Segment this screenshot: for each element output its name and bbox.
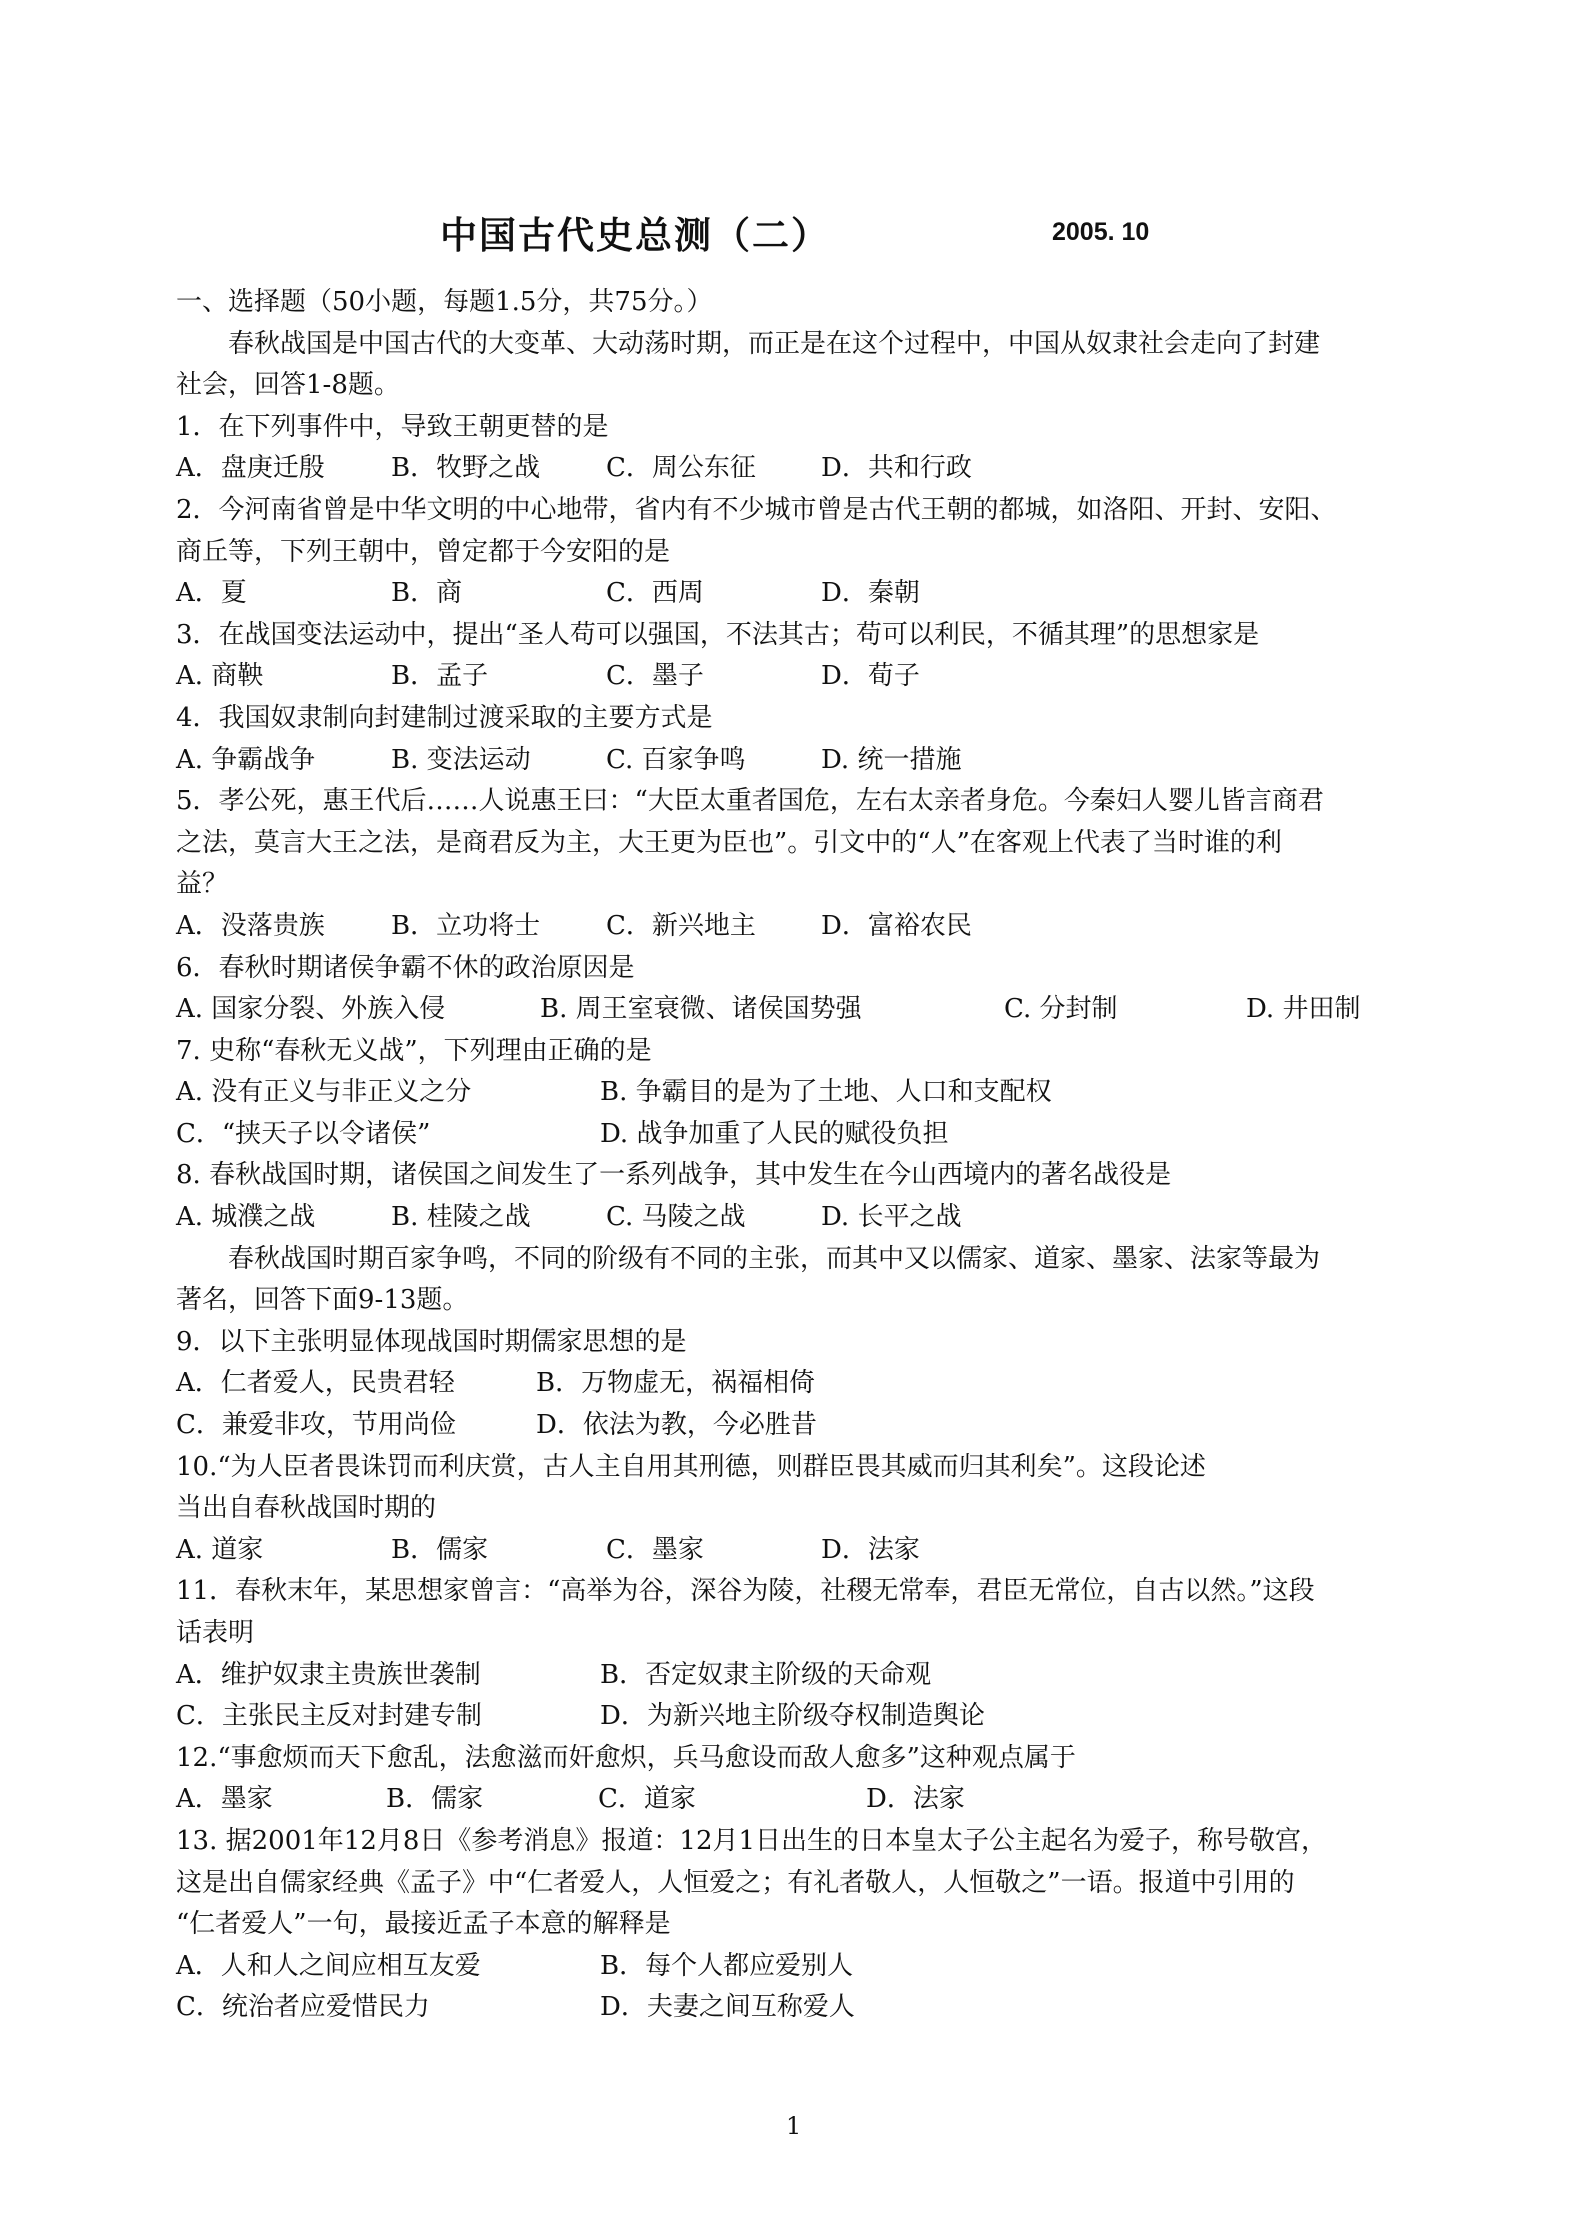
question-stem: 2．今河南省曾是中华文明的中心地带，省内有不少城市曾是古代王朝的都城，如洛阳、开封、安阳、 — [176, 494, 1337, 525]
question-stem: 8. 春秋战国时期，诸侯国之间发生了一系列战争，其中发生在今山西境内的著名战役是 — [176, 1160, 1172, 1191]
option-c: C．墨家 — [606, 1534, 704, 1565]
question-options — [176, 1072, 1416, 1114]
option-d: D. 井田制 — [1246, 994, 1361, 1025]
question-7 — [176, 1031, 1416, 1156]
question-2 — [176, 490, 1416, 615]
option-d: D. 统一措施 — [821, 744, 962, 775]
option-b: B. 周王室衰微、诸侯国势强 — [540, 994, 862, 1025]
question-stem: 11．春秋末年，某思想家曾言：“高举为谷，深谷为陵，社稷无常奉，君臣无常位，自古以然。”这段 — [176, 1576, 1315, 1607]
page-title: 中国古代史总测（二） — [440, 213, 830, 257]
option-a: A. 争霸战争 — [176, 744, 316, 775]
question-12 — [176, 1738, 1416, 1821]
question-options — [176, 573, 1416, 615]
option-b: B．万物虚无，祸福相倚 — [536, 1368, 816, 1399]
question-stem: 益？ — [176, 869, 229, 900]
question-options — [176, 1114, 1416, 1156]
option-b: B. 争霸目的是为了土地、人口和支配权 — [600, 1077, 1052, 1108]
question-options — [176, 906, 1416, 948]
question-options — [176, 989, 1416, 1031]
option-c: C. 马陵之战 — [606, 1202, 746, 1233]
option-b: B. 变法运动 — [391, 744, 531, 775]
option-a: A. 城濮之战 — [176, 1202, 316, 1233]
intro-line: 春秋战国是中国古代的大变革、大动荡时期，而正是在这个过程中，中国从奴隶社会走向了封建 — [228, 328, 1321, 359]
question-options — [176, 448, 1416, 490]
option-c: C．周公东征 — [606, 453, 756, 484]
question-stem: 9．以下主张明显体现战国时期儒家思想的是 — [176, 1326, 687, 1357]
question-13 — [176, 1821, 1416, 2029]
question-options — [176, 1197, 1416, 1239]
option-b: B．孟子 — [391, 661, 489, 692]
question-options — [176, 1946, 1416, 1988]
option-d: D. 战争加重了人民的赋役负担 — [600, 1118, 949, 1149]
exam-content — [176, 282, 1416, 2029]
question-4 — [176, 698, 1416, 781]
question-stem: 当出自春秋战国时期的 — [176, 1493, 437, 1524]
option-b: B．商 — [391, 578, 463, 609]
option-a: A．没落贵族 — [176, 910, 325, 941]
intro-line: 社会，回答1-8题。 — [176, 370, 400, 401]
option-b: B. 桂陵之战 — [391, 1202, 531, 1233]
question-3 — [176, 615, 1416, 698]
question-options — [176, 1405, 1416, 1447]
option-b: B．儒家 — [391, 1534, 489, 1565]
question-options — [176, 1530, 1416, 1572]
option-c: C．西周 — [606, 578, 704, 609]
intro-line: 春秋战国时期百家争鸣，不同的阶级有不同的主张，而其中又以儒家、道家、墨家、法家等最为 — [228, 1243, 1321, 1274]
option-b: B．否定奴隶主阶级的天命观 — [600, 1659, 932, 1690]
option-b: B．每个人都应爱别人 — [600, 1950, 854, 1981]
option-c: C. 百家争鸣 — [606, 744, 746, 775]
option-a: A. 没有正义与非正义之分 — [176, 1077, 472, 1108]
option-c: C．墨子 — [606, 661, 704, 692]
question-stem: 话表明 — [176, 1618, 255, 1648]
question-stem: 4．我国奴隶制向封建制过渡采取的主要方式是 — [176, 702, 713, 733]
question-9 — [176, 1322, 1416, 1447]
question-stem: 之法，莫言大王之法，是商君反为主，大王更为臣也”。引文中的“人”在客观上代表了当时谁的利 — [176, 827, 1282, 858]
option-c: C．统治者应爱惜民力 — [176, 1992, 430, 2023]
option-d: D．依法为教，今必胜昔 — [536, 1410, 817, 1441]
option-a: A．维护奴隶主贵族世袭制 — [176, 1659, 481, 1690]
question-options — [176, 740, 1416, 782]
option-d: D．富裕农民 — [821, 910, 972, 941]
option-d: D．秦朝 — [821, 578, 920, 609]
question-options — [176, 656, 1416, 698]
question-1 — [176, 407, 1416, 490]
question-options — [176, 1696, 1416, 1738]
question-5 — [176, 781, 1416, 947]
option-d: D．为新兴地主阶级夺权制造舆论 — [600, 1701, 985, 1732]
option-a: A．盘庚迁殷 — [176, 453, 325, 484]
question-stem: 商丘等，下列王朝中，曾定都于今安阳的是 — [176, 536, 671, 567]
option-a: A．墨家 — [176, 1784, 273, 1815]
question-stem: 13. 据2001年12月8日《参考消息》报道：12月1日出生的日本皇太子公主起名为爱子，称号敬宫， — [176, 1825, 1328, 1856]
option-a: A．仁者爱人，民贵君轻 — [176, 1368, 455, 1399]
question-options — [176, 1655, 1416, 1697]
question-stem: “仁者爱人”一句，最接近孟子本意的解释是 — [176, 1909, 671, 1940]
intro-passage-2 — [176, 1239, 1416, 1322]
question-11 — [176, 1571, 1416, 1737]
question-6 — [176, 948, 1416, 1031]
option-a: A．人和人之间应相互友爱 — [176, 1950, 481, 1981]
intro-passage-1 — [176, 324, 1416, 407]
option-c: C．道家 — [598, 1784, 696, 1815]
question-stem: 5．孝公死，惠王代后……人说惠王曰：“大臣太重者国危，左右太亲者身危。今秦妇人婴儿皆言商君 — [176, 786, 1324, 817]
option-c: C．兼爱非攻，节用尚俭 — [176, 1410, 456, 1441]
option-a: A. 商鞅 — [176, 661, 264, 692]
exam-date: 2005. 10 — [1052, 218, 1150, 246]
option-d: D．荀子 — [821, 661, 920, 692]
question-stem: 12.“事愈烦而天下愈乱，法愈滋而奸愈炽，兵马愈设而敌人愈多”这种观点属于 — [176, 1742, 1076, 1773]
option-c: C. 分封制 — [1004, 994, 1118, 1025]
question-options — [176, 1987, 1416, 2029]
option-d: D．夫妻之间互称爱人 — [600, 1992, 855, 2023]
question-stem: 10.“为人臣者畏诛罚而利庆赏，古人主自用其刑德，则群臣畏其威而归其利矣”。这段论述 — [176, 1451, 1206, 1482]
option-a: A. 道家 — [176, 1534, 264, 1565]
question-options — [176, 1779, 1416, 1821]
section-heading: 一、选择题（50小题，每题1.5分，共75分。） — [176, 287, 713, 317]
option-b: B．儒家 — [386, 1784, 484, 1815]
question-options — [176, 1363, 1416, 1405]
page-number: 1 — [786, 2112, 802, 2140]
option-c: C．新兴地主 — [606, 910, 756, 941]
option-d: D. 长平之战 — [821, 1202, 962, 1233]
question-stem: 3．在战国变法运动中，提出“圣人苟可以强国，不法其古；苟可以利民，不循其理”的思想家是 — [176, 619, 1260, 650]
question-stem: 7. 史称“春秋无义战”，下列理由正确的是 — [176, 1035, 652, 1066]
option-c: C．“挟天子以令诸侯” — [176, 1118, 431, 1149]
question-stem: 这是出自儒家经典《孟子》中“仁者爱人，人恒爱之；有礼者敬人，人恒敬之”一语。报道中引用的 — [176, 1867, 1295, 1898]
option-d: D．法家 — [866, 1784, 965, 1815]
question-stem: 6．春秋时期诸侯争霸不休的政治原因是 — [176, 952, 635, 983]
option-d: D．共和行政 — [821, 453, 972, 484]
option-b: B．立功将士 — [391, 910, 541, 941]
question-8 — [176, 1155, 1416, 1238]
option-d: D．法家 — [821, 1534, 920, 1565]
option-c: C．主张民主反对封建专制 — [176, 1701, 482, 1732]
option-a: A．夏 — [176, 578, 247, 609]
option-b: B．牧野之战 — [391, 453, 541, 484]
question-stem: 1．在下列事件中，导致王朝更替的是 — [176, 411, 609, 442]
intro-line: 著名，回答下面9-13题。 — [176, 1285, 469, 1316]
question-10 — [176, 1447, 1416, 1572]
option-a: A. 国家分裂、外族入侵 — [176, 994, 446, 1025]
